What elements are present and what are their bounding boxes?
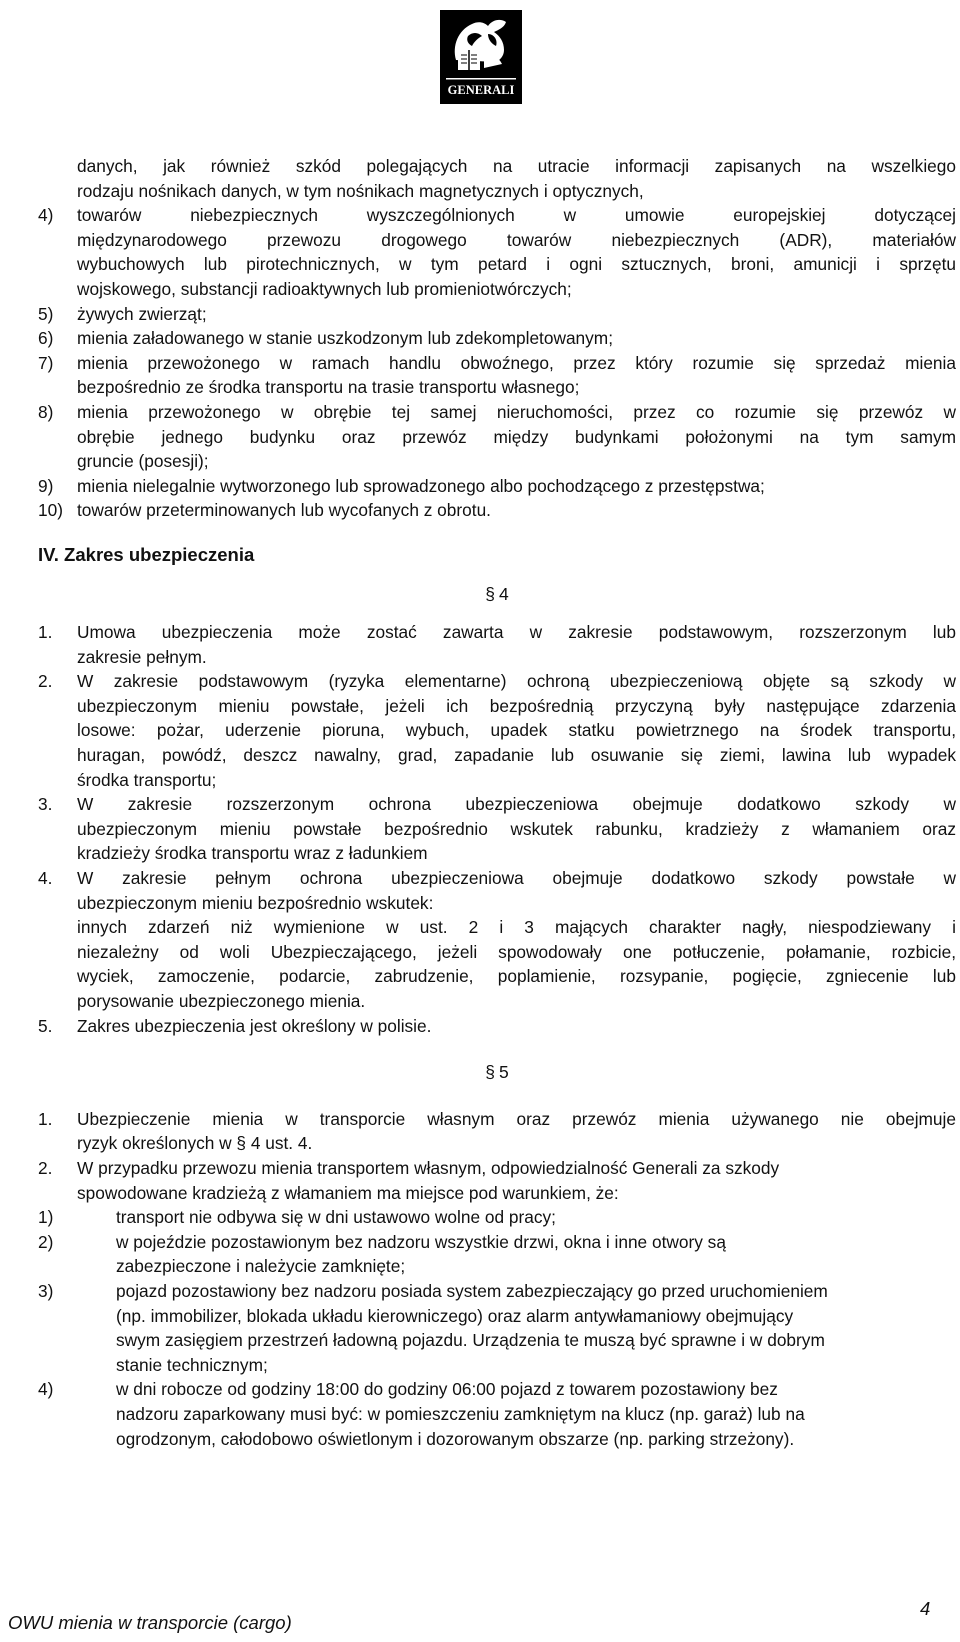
list-item: [38, 1107, 956, 1156]
text-line: w dni robocze od godziny 18:00 do godziny 06:00 pojazd z towarem pozostawiony bez: [116, 1379, 778, 1400]
text-line: żywych zwierząt;: [77, 303, 207, 324]
list-item: [38, 498, 956, 523]
text-line: obrębie jednego budynku oraz przewóz między budynkami położonymi na tym samym: [77, 426, 956, 447]
item-number: 2): [38, 1231, 54, 1252]
item-number: 1): [38, 1207, 54, 1228]
list-item: [38, 792, 956, 866]
text-line: mienia przewożonego w ramach handlu obwoźnego, przez który rozumie się sprzedaż mienia: [77, 352, 956, 373]
item-number: 1.: [38, 1108, 53, 1129]
text-line: W zakresie podstawowym (ryzyka elementarne) ochroną ubezpieczeniową objęte są szkody w: [77, 671, 956, 692]
document-body: [38, 154, 956, 1451]
sub-list-item: [38, 1377, 956, 1451]
list-item: [38, 474, 956, 499]
paragraph-sign: §: [485, 583, 495, 604]
paragraph-5-mark: [38, 1060, 956, 1085]
footer-page-number: 4: [920, 1598, 931, 1619]
generali-logo: [438, 8, 524, 106]
text-line: rodzaju nośnikach danych, w tym nośnikach magnetycznych i optycznych,: [77, 180, 644, 201]
text-line: Umowa ubezpieczenia może zostać zawarta w zakresie podstawowym, rozszerzonym lub: [77, 622, 956, 643]
item-number: 5): [38, 303, 54, 324]
text-line: ubezpieczonym mieniu powstałe bezpośrednio wskutek rabunku, kradzieży z włamaniem oraz: [77, 818, 956, 839]
list-item: [38, 400, 956, 474]
item-number: 3): [38, 1280, 54, 1301]
item-number: 8): [38, 401, 54, 422]
text-line: kradzieży środka transportu wraz z ładunkiem: [77, 843, 428, 864]
text-line: nadzoru zaparkowany musi być: w pomieszczeniu zamkniętym na klucz (np. garaż) lub na: [116, 1403, 805, 1424]
item-number: 2.: [38, 1157, 53, 1178]
section-heading: IV. Zakres ubezpieczenia: [38, 543, 255, 565]
item-number: 4): [38, 1379, 54, 1400]
paragraph-4-mark: [38, 582, 956, 607]
list-item: [38, 669, 956, 792]
text-line: losowe: pożar, uderzenie pioruna, wybuch, upadek statku powietrznego na środek transportu,: [77, 720, 956, 741]
list-item: [38, 203, 956, 301]
item-number: 4.: [38, 868, 53, 889]
text-line: wybuchowych lub pirotechnicznych, w tym petard i ogni sztucznych, broni, amunicji i sprzętu: [77, 254, 956, 275]
text-line: danych, jak również szkód polegających na utracie informacji zapisanych na wszelkiego: [77, 156, 956, 176]
item-number: 1.: [38, 622, 53, 643]
text-line: mienia przewożonego w obrębie tej samej nieruchomości, przez co rozumie się przewóz w: [77, 401, 956, 422]
text-line: towarów niebezpiecznych wyszczególnionych w umowie europejskiej dotyczącej: [77, 205, 956, 226]
text-line: swym zasięgiem przestrzeń ładowną pojazdu. Urządzenia te muszą być sprawne i w dobrym: [116, 1330, 825, 1351]
list-item: [38, 1156, 956, 1205]
list-item: [38, 351, 956, 400]
item-number: 4): [38, 205, 54, 226]
text-line: międzynarodowego przewozu drogowego towarów niebezpiecznych (ADR), materiałów: [77, 229, 956, 250]
item-number: 5.: [38, 1015, 53, 1036]
sub-list-item: [38, 1279, 956, 1377]
text-line: towarów przeterminowanych lub wycofanych z obrotu.: [77, 500, 491, 521]
text-line: zakresie pełnym.: [77, 646, 207, 667]
text-line: transport nie odbywa się w dni ustawowo wolne od pracy;: [116, 1207, 556, 1228]
winged-lion-logo-icon: [438, 8, 524, 106]
item-number: 3.: [38, 794, 53, 815]
text-line: Ubezpieczenie mienia w transporcie własnym oraz przewóz mienia używanego nie obejmuje: [77, 1108, 956, 1129]
footer-document-title: OWU mienia w transporcie (cargo): [8, 1612, 292, 1633]
text-line: innych zdarzeń niż wymienione w ust. 2 i 3 mających charakter nagły, niespodziewany i: [77, 917, 956, 938]
text-line: W przypadku przewozu mienia transportem własnym, odpowiedzialność Generali za szkody: [77, 1157, 780, 1178]
text-line: wojskowego, substancji radioaktywnych lub promieniotwórczych;: [77, 278, 572, 299]
text-line: huragan, powódź, deszcz nawalny, grad, zapadanie lub osuwanie się ziemi, lawina lub wypadek: [77, 745, 956, 766]
text-line: spowodowane kradzieżą z włamaniem ma miejsce pod warunkiem, że:: [77, 1182, 619, 1203]
list-item: [38, 1014, 956, 1039]
list-item: [38, 302, 956, 327]
item-number: 7): [38, 352, 54, 373]
text-line: ryzyk określonych w § 4 ust. 4.: [77, 1133, 313, 1154]
text-line: pojazd pozostawiony bez nadzoru posiada system zabezpieczający go przed uruchomieniem: [116, 1280, 828, 1301]
item-number: 6): [38, 328, 54, 349]
list-item: [38, 326, 956, 351]
text-line: ubezpieczonym mieniu bezpośrednio wskutek:: [77, 892, 434, 913]
text-line: bezpośrednio ze środka transportu na trasie transportu własnego;: [77, 377, 580, 398]
text-line: wyciek, zamoczenie, podarcie, zabrudzenie, poplamienie, rozsypanie, pogięcie, zgniecenie lub: [77, 966, 956, 987]
continued-text: [38, 154, 956, 203]
text-line: mienia załadowanego w stanie uszkodzonym lub zdekompletowanym;: [77, 328, 614, 349]
item-number: 10): [38, 500, 63, 521]
text-line: porysowanie ubezpieczonego mienia.: [77, 991, 366, 1011]
item-number: 9): [38, 475, 54, 496]
sub-list-item: [38, 1230, 956, 1279]
paragraph-sign: §: [485, 1062, 495, 1083]
text-line: niezależny od woli Ubezpieczającego, jeżeli spowodowały one potłuczenie, połamanie, rozbicie,: [77, 941, 956, 962]
text-line: w pojeździe pozostawionym bez nadzoru wszystkie drzwi, okna i inne otwory są: [116, 1231, 726, 1252]
sub-list-item: [38, 1205, 956, 1230]
list-item: [38, 866, 956, 1014]
text-line: stanie technicznym;: [116, 1354, 268, 1375]
paragraph-number: 4: [499, 583, 509, 604]
text-line: środka transportu;: [77, 769, 217, 790]
text-line: W zakresie pełnym ochrona ubezpieczeniowa obejmuje dodatkowo szkody powstałe w: [77, 868, 956, 889]
text-line: gruncie (posesji);: [77, 451, 209, 472]
list-item: [38, 620, 956, 669]
text-line: ubezpieczonym mieniu powstałe, jeżeli ich bezpośrednią przyczyną były następujące zdarzenia: [77, 695, 956, 716]
text-line: Zakres ubezpieczenia jest określony w polisie.: [77, 1015, 432, 1036]
text-line: (np. immobilizer, blokada układu kierowniczego) oraz alarm antywłamaniowy obejmujący: [116, 1305, 794, 1326]
text-line: mienia nielegalnie wytworzonego lub sprowadzonego albo pochodzącego z przestępstwa;: [77, 475, 765, 496]
logo-brand-text: GENERALI: [447, 83, 515, 97]
item-number: 2.: [38, 671, 53, 692]
text-line: W zakresie rozszerzonym ochrona ubezpieczeniowa obejmuje dodatkowo szkody w: [77, 794, 956, 815]
text-line: ogrodzonym, całodobowo oświetlonym i dozorowanym obszarze (np. parking strzeżony).: [116, 1428, 795, 1449]
paragraph-number: 5: [499, 1062, 509, 1083]
text-line: zabezpieczone i należycie zamknięte;: [116, 1256, 406, 1277]
